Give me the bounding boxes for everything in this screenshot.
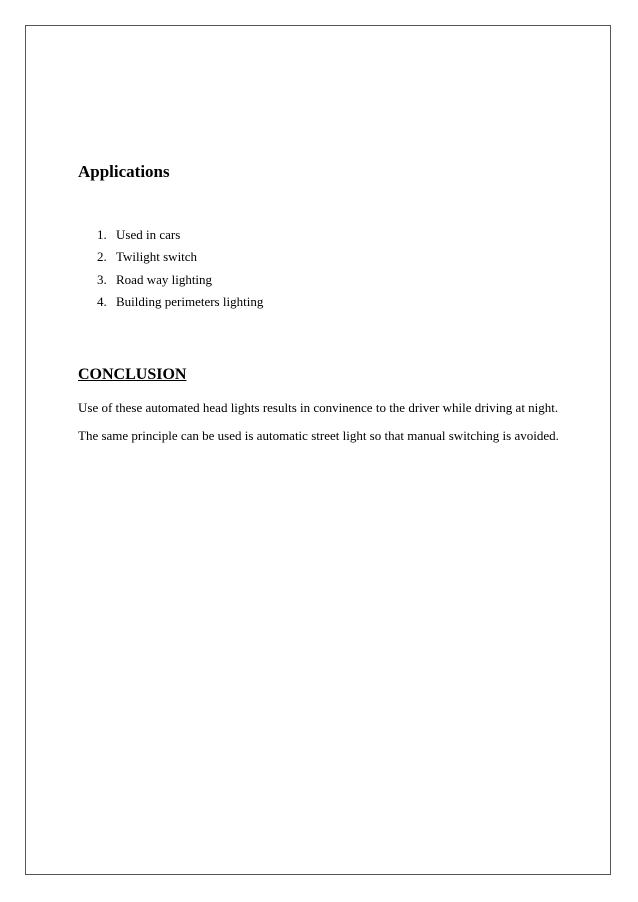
conclusion-paragraph-2: The same principle can be used is automatic street light so that manual switching is avoided. <box>78 428 559 443</box>
conclusion-paragraph-1: Use of these automated head lights results in convinence to the driver while driving at night. <box>78 400 559 415</box>
applications-list <box>97 224 263 313</box>
conclusion-heading: CONCLUSION <box>78 366 187 383</box>
list-item-number: 2. <box>97 249 107 265</box>
applications-heading: Applications <box>78 162 170 181</box>
list-item <box>97 269 263 291</box>
list-item-number: 4. <box>97 293 107 309</box>
list-item-text: Road way lighting <box>116 271 213 287</box>
list-item <box>97 224 263 246</box>
list-item-text: Used in cars <box>116 227 181 242</box>
list-item <box>97 246 263 268</box>
list-item-text: Building perimeters lighting <box>116 293 264 309</box>
page-border <box>25 25 611 875</box>
list-item-text: Twilight switch <box>116 249 198 265</box>
list-item-number: 3. <box>97 271 107 287</box>
list-item <box>97 291 263 313</box>
list-item-number: 1. <box>97 227 107 242</box>
